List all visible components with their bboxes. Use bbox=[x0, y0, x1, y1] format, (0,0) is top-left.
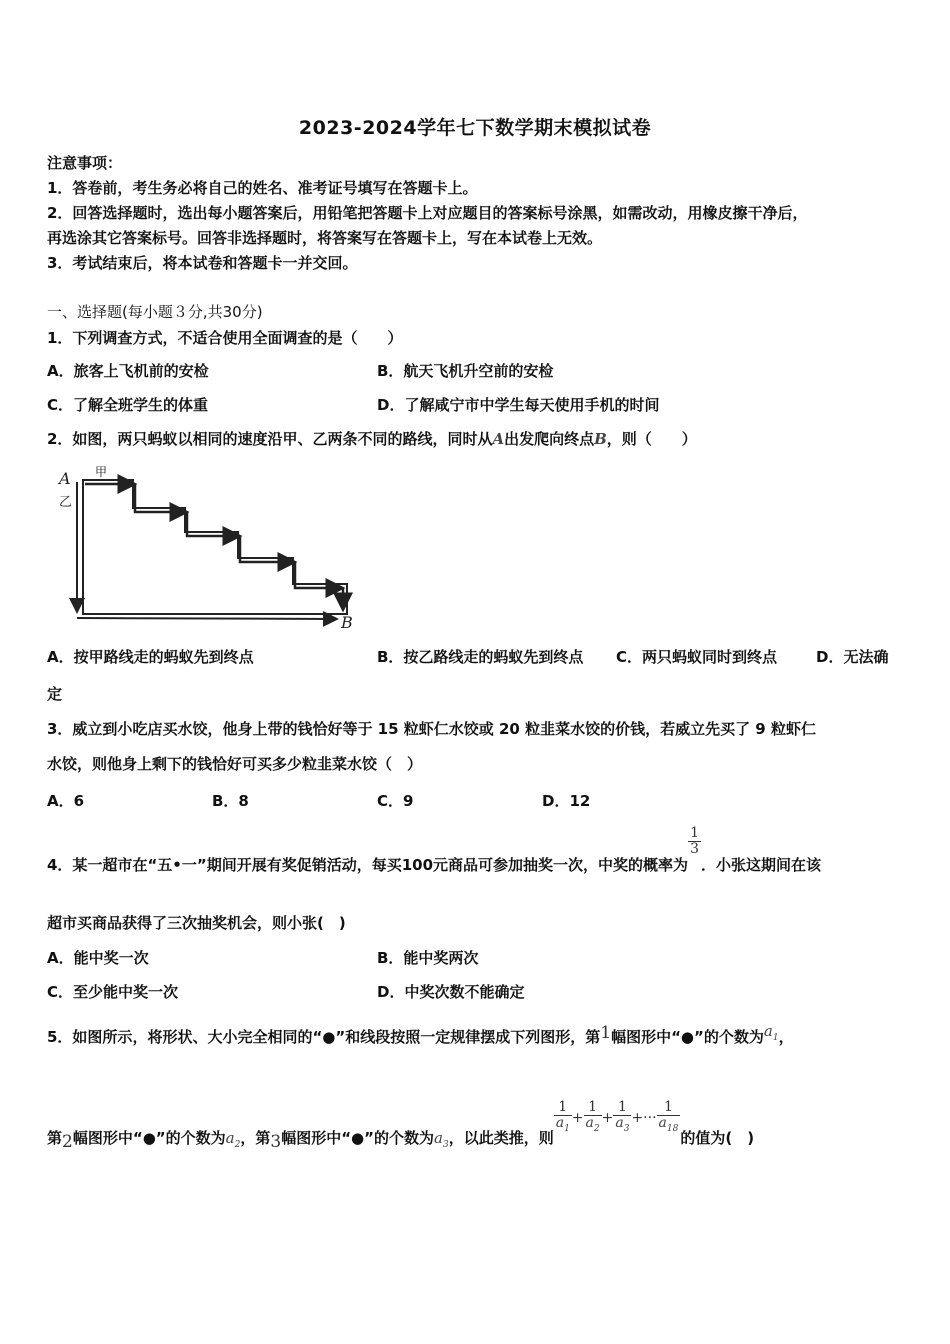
q2-option-c: C．两只蚂蚁同时到终点 bbox=[616, 648, 778, 666]
q2-stem-text-c: ，则（ ） bbox=[606, 430, 697, 448]
figure-label-b: B bbox=[341, 613, 353, 632]
section-heading: 一、选择题(每小题３分,共30分) bbox=[47, 303, 263, 321]
q2-point-b: B bbox=[594, 430, 607, 448]
q2-option-d: D．无法确 bbox=[816, 648, 889, 666]
q4-stem-text-b: ．小张这期间在该 bbox=[700, 856, 821, 875]
q5-text-2a: 第 bbox=[47, 1129, 63, 1147]
notice-item-1: 1．答卷前，考生务必将自己的姓名、准考证号填写在答题卡上。 bbox=[47, 179, 478, 197]
q5-var-a1: $a_1$ bbox=[763, 1022, 779, 1043]
q3-option-b: B．8 bbox=[212, 792, 249, 810]
q5-sum-expression: $\frac{1}{a_1}$ + $\frac{1}{a_2}$ + $\frac{1}{a_3}$ +··· $\frac{1}{a_{18}}$ bbox=[555, 1099, 679, 1135]
page-title: 2023-2024学年七下数学期末模拟试卷 bbox=[298, 117, 652, 139]
q2-stem-text-a: 2．如图，两只蚂蚁以相同的速度沿甲、乙两条不同的路线，同时从 bbox=[47, 430, 493, 448]
q5-figure-number-2: 2 bbox=[62, 1132, 73, 1152]
q3-option-a: A．6 bbox=[47, 792, 85, 810]
q2-option-a: A．按甲路线走的蚂蚁先到终点 bbox=[47, 648, 254, 666]
q5-stem-line1 bbox=[47, 1022, 794, 1049]
q5-text-1a: 5．如图所示，将形状、大小完全相同的“●”和线段按照一定规律摆成下列图形，第 bbox=[47, 1028, 601, 1046]
q5-text-2f: 的值为( ) bbox=[680, 1129, 755, 1147]
q5-text-1b: 幅图形中“●”的个数为 bbox=[611, 1028, 764, 1046]
q4-frac-num: 1 bbox=[690, 825, 699, 841]
q4-option-a: A．能中奖一次 bbox=[47, 949, 149, 967]
figure-label-jia: 甲 bbox=[95, 465, 108, 479]
q5-frac-1: $\frac{1}{a_1}$ bbox=[555, 1099, 570, 1135]
q1-option-d: D．了解咸宁市中学生每天使用手机的时间 bbox=[377, 396, 660, 414]
q4-option-d: D．中奖次数不能确定 bbox=[377, 983, 525, 1001]
q2-stem-text-b: 出发爬向终点 bbox=[504, 430, 595, 448]
q4-stem-text-a: 4．某一超市在“五•一”期间开展有奖促销活动，每买100元商品可参加抽奖一次，中奖的概率为 bbox=[47, 856, 689, 875]
q3-stem-line1: 3．威立到小吃店买水饺，他身上带的钱恰好等于 15 粒虾仁水饺或 20 粒韭菜水饺的价钱，若威立先买了 9 粒虾仁 bbox=[47, 720, 816, 738]
q5-text-2c: ，第 bbox=[240, 1129, 271, 1147]
q2-option-b: B．按乙路线走的蚂蚁先到终点 bbox=[377, 648, 584, 666]
notice-heading: 注意事项： bbox=[47, 154, 123, 172]
q2-stem bbox=[47, 428, 697, 449]
q5-figure-number-1: 1 bbox=[600, 1023, 612, 1043]
q1-option-b: B．航天飞机升空前的安检 bbox=[377, 362, 554, 380]
q5-text-2d: 幅图形中“●”的个数为 bbox=[281, 1129, 434, 1147]
q5-figure-number-3: 3 bbox=[270, 1132, 282, 1152]
q4-option-b: B．能中奖两次 bbox=[377, 949, 479, 967]
q5-var-a2: $a_2$ bbox=[225, 1129, 241, 1150]
q4-probability-fraction bbox=[688, 826, 701, 858]
q5-var-a3: $a_3$ bbox=[434, 1129, 449, 1150]
q3-option-c: C．9 bbox=[377, 792, 414, 810]
staircase-outline bbox=[83, 480, 347, 614]
q3-option-d: D．12 bbox=[542, 792, 591, 810]
q4-frac-den: 3 bbox=[690, 841, 699, 858]
staircase-figure bbox=[55, 462, 365, 632]
q5-frac-18: $\frac{1}{a_{18}}$ bbox=[658, 1099, 679, 1135]
q5-text-2b: 幅图形中“●”的个数为 bbox=[72, 1129, 226, 1147]
q2-option-d-cont: 定 bbox=[47, 685, 63, 703]
notice-item-2-cont: 再选涂其它答案标号。回答非选择题时，将答案写在答题卡上，写在本试卷上无效。 bbox=[47, 229, 603, 247]
route-yi-segment bbox=[77, 618, 337, 619]
figure-label-a: A bbox=[59, 469, 71, 488]
q5-stem-line2 bbox=[47, 1099, 755, 1152]
q5-text-2e: ，以此类推，则 bbox=[448, 1129, 554, 1147]
q5-frac-2: $\frac{1}{a_2}$ bbox=[585, 1099, 600, 1135]
q1-stem: 1．下列调查方式，不适合使用全面调查的是（ ） bbox=[47, 329, 403, 347]
q4-stem-line2: 超市买商品获得了三次抽奖机会，则小张( ) bbox=[47, 914, 346, 932]
q4-option-c: C．至少能中奖一次 bbox=[47, 983, 179, 1001]
q5-text-1c: ， bbox=[778, 1028, 794, 1046]
q1-option-c: C．了解全班学生的体重 bbox=[47, 396, 209, 414]
figure-label-yi: 乙 bbox=[59, 495, 73, 510]
q4-stem bbox=[47, 825, 821, 875]
q1-option-a: A．旅客上飞机前的安检 bbox=[47, 362, 209, 380]
q3-stem-line2: 水饺，则他身上剩下的钱恰好可买多少粒韭菜水饺（ ） bbox=[47, 755, 423, 773]
q5-frac-3: $\frac{1}{a_3}$ bbox=[615, 1099, 630, 1135]
q2-point-a: A bbox=[492, 430, 505, 448]
notice-item-3: 3．考试结束后，将本试卷和答题卡一并交回。 bbox=[47, 254, 358, 272]
notice-item-2: 2．回答选择题时，选出每小题答案后，用铅笔把答题卡上对应题目的答案标号涂黑，如需改动，用橡皮擦干净后， bbox=[47, 204, 808, 222]
